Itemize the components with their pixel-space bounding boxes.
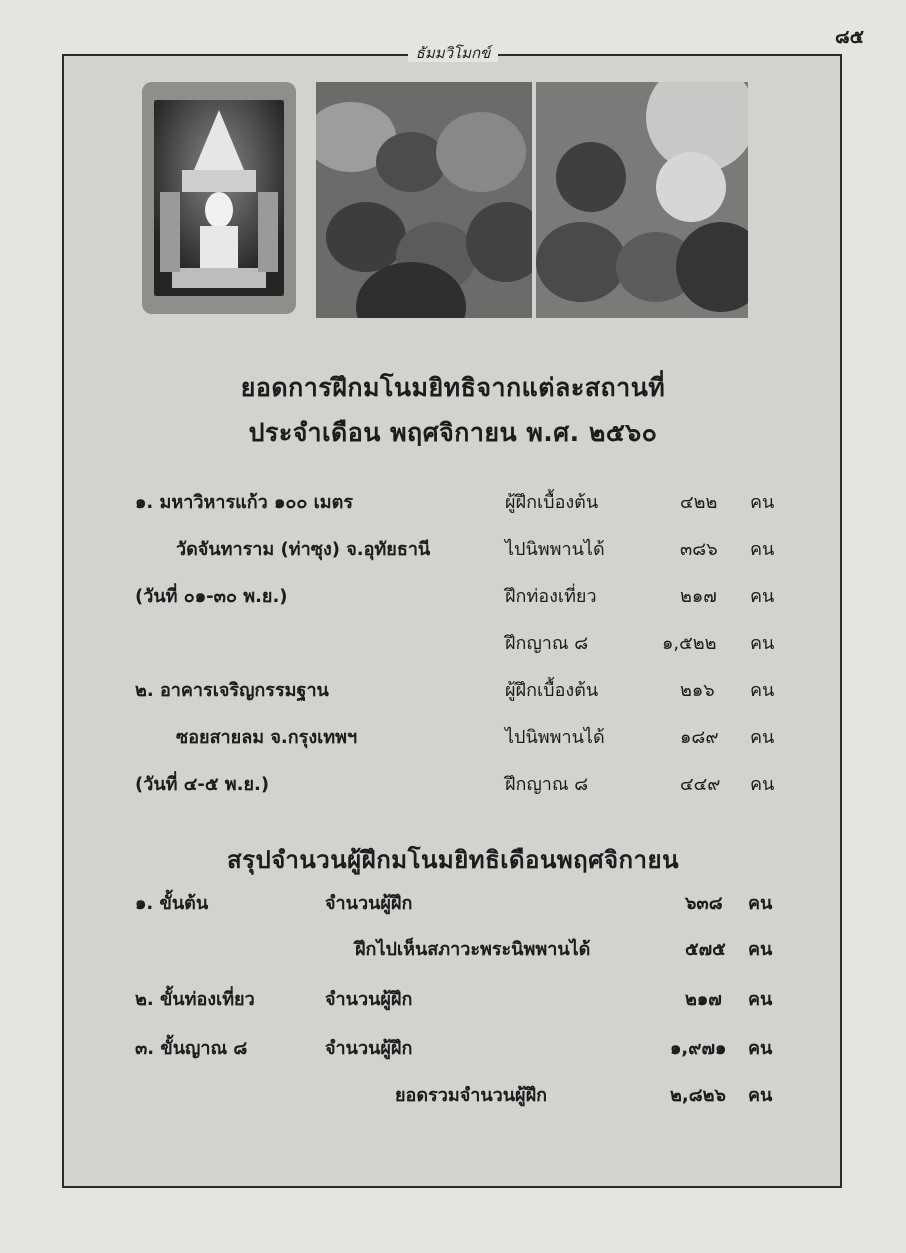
stat-label: ฝึกญาณ ๘ [505, 774, 589, 795]
summary-heading: สรุปจำนวนผู้ฝึกมโนมยิทธิเดือนพฤศจิกายน [227, 846, 679, 874]
location-name: ๒. อาคารเจริญกรรมฐาน [135, 680, 329, 701]
stat-label: ผู้ฝึกเบื้องต้น [505, 492, 599, 513]
stat-label: ไปนิพพานได้ [505, 539, 605, 560]
location-date: (วันที่ ๔-๕ พ.ย.) [135, 774, 270, 795]
summary-value: ๕๗๕ [685, 939, 726, 960]
stat-value: ๔๔๙ [680, 774, 721, 795]
journal-title: ธัมมวิโมกข์ [0, 41, 906, 65]
stat-unit: คน [750, 539, 775, 560]
buddha-shrine-photo [142, 82, 296, 314]
location-detail: วัดจันทาราม (ท่าซุง) จ.อุทัยธานี [176, 539, 431, 560]
summary-value: ๑,๙๗๑ [670, 1038, 727, 1059]
stat-value: ๔๒๒ [680, 492, 718, 513]
summary-label: จำนวนผู้ฝึก [325, 893, 413, 914]
summary-label: จำนวนผู้ฝึก [325, 1038, 413, 1059]
stat-label: ฝึกญาณ ๘ [505, 633, 589, 654]
stat-value: ๓๘๖ [680, 539, 718, 560]
stat-unit: คน [750, 680, 775, 701]
meditation-crowd-photo-left [316, 82, 532, 318]
report-heading-line2: ประจำเดือน พฤศจิกายน พ.ศ. ๒๕๖๐ [248, 418, 658, 447]
summary-label: จำนวนผู้ฝึก [325, 989, 413, 1010]
stat-unit: คน [750, 633, 775, 654]
stat-label: ฝึกท่องเที่ยว [505, 586, 597, 607]
stat-value: ๑๘๙ [680, 727, 719, 748]
page-number: ๘๕ [834, 26, 864, 48]
summary-level: ๒. ขั้นท่องเที่ยว [135, 989, 255, 1010]
summary-value: ๒๑๗ [685, 989, 722, 1010]
meditation-crowd-photo-right [536, 82, 748, 318]
stat-value: ๒๑๖ [680, 680, 715, 701]
stat-value: ๑,๕๒๒ [662, 633, 717, 654]
summary-label: ฝึกไปเห็นสภาวะพระนิพพานได้ [355, 939, 591, 960]
stat-unit: คน [750, 727, 775, 748]
summary-total-label: ยอดรวมจำนวนผู้ฝึก [395, 1085, 548, 1106]
summary-level: ๑. ขั้นต้น [135, 893, 209, 914]
summary-unit: คน [748, 989, 773, 1010]
stat-label: ไปนิพพานได้ [505, 727, 605, 748]
buddha-statue-image [154, 100, 284, 296]
summary-level: ๓. ขั้นญาณ ๘ [135, 1038, 248, 1059]
stat-label: ผู้ฝึกเบื้องต้น [505, 680, 599, 701]
summary-total-unit: คน [748, 1085, 773, 1106]
location-detail: ซอยสายลม จ.กรุงเทพฯ [176, 727, 358, 748]
summary-unit: คน [748, 893, 773, 914]
stat-unit: คน [750, 492, 775, 513]
summary-total-value: ๒,๘๒๖ [670, 1085, 726, 1106]
stat-unit: คน [750, 774, 775, 795]
stat-unit: คน [750, 586, 775, 607]
summary-unit: คน [748, 939, 773, 960]
location-name: ๑. มหาวิหารแก้ว ๑๐๐ เมตร [135, 492, 354, 513]
summary-unit: คน [748, 1038, 773, 1059]
summary-value: ๖๓๘ [685, 893, 723, 914]
report-heading-line1: ยอดการฝึกมโนมยิทธิจากแต่ละสถานที่ [240, 373, 666, 402]
location-date: (วันที่ ๐๑-๓๐ พ.ย.) [135, 586, 288, 607]
stat-value: ๒๑๗ [680, 586, 717, 607]
